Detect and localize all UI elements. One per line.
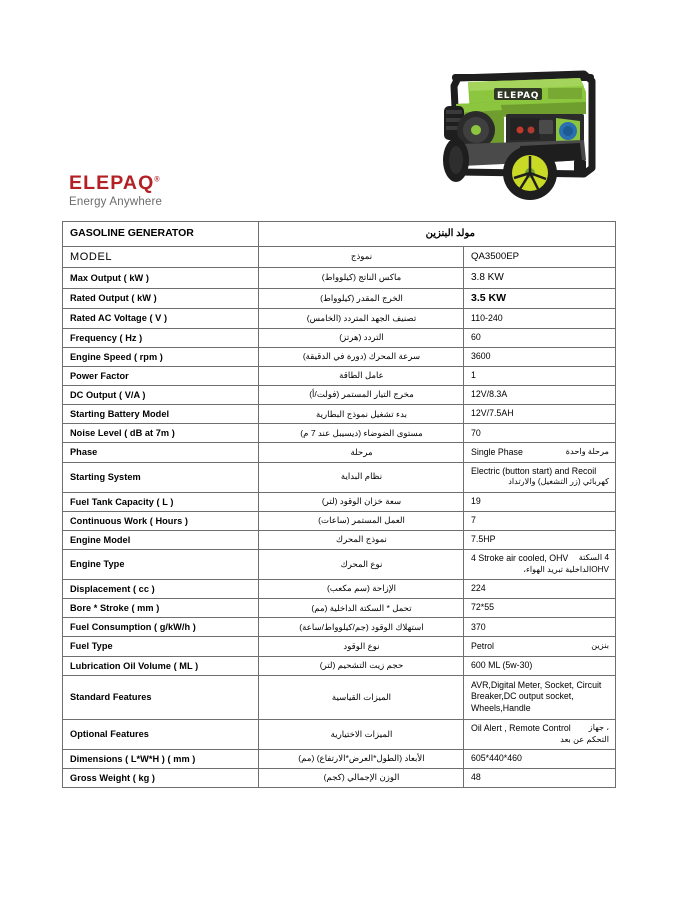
table-row: [63, 599, 616, 618]
spec-label-en: Dimensions ( L*W*H ) ( mm ): [63, 749, 259, 768]
spec-value-en: Electric (button start) and Recoil: [471, 465, 597, 476]
spec-value: 224: [464, 579, 616, 598]
spec-value: [464, 462, 616, 492]
spec-label-ar: الأبعاد (الطول*العرض*الارتفاع) (مم): [259, 749, 464, 768]
spec-label-ar: تصنيف الجهد المتردد (الخامس): [259, 309, 464, 328]
spec-value-en: Single Phase: [471, 446, 523, 457]
table-row: [63, 511, 616, 530]
table-row: [63, 675, 616, 719]
spec-value-en: 4 Stroke air cooled, OHV: [471, 553, 569, 564]
spec-value-ar: 4 السكتة: [578, 553, 609, 563]
spec-label-en: Lubrication Oil Volume ( ML ): [63, 656, 259, 675]
registered-trademark-icon: ®: [154, 176, 160, 184]
spec-value: 12V/8.3A: [464, 385, 616, 404]
table-row: [63, 328, 616, 347]
spec-label-en: Noise Level ( dB at 7m ): [63, 424, 259, 443]
specifications-table: [62, 221, 616, 788]
spec-value: 605*440*460: [464, 749, 616, 768]
spec-label-en: Starting Battery Model: [63, 405, 259, 424]
spec-label-en: Fuel Tank Capacity ( L ): [63, 492, 259, 511]
spec-label-ar: تحمل * السكتة الداخلية (مم): [259, 599, 464, 618]
spec-value: 600 ML (5w-30): [464, 656, 616, 675]
header-title-ar: مولد البنزين: [259, 222, 616, 247]
spec-label-en: Rated Output ( kW ): [63, 288, 259, 309]
brand-name-text: ELEPAQ: [69, 172, 155, 194]
table-row: [63, 366, 616, 385]
spec-value: 3600: [464, 347, 616, 366]
table-row: [63, 385, 616, 404]
spec-label-en: Fuel Type: [63, 637, 259, 656]
table-row: [63, 768, 616, 787]
brand-block: [69, 173, 269, 208]
header-title-en: GASOLINE GENERATOR: [63, 222, 259, 247]
spec-value: 110-240: [464, 309, 616, 328]
spec-label-ar: نظام البداية: [259, 462, 464, 492]
spec-label-ar: الإزاحة (سم مكعب): [259, 579, 464, 598]
table-row: [63, 492, 616, 511]
spec-label-en: Max Output ( kW ): [63, 268, 259, 288]
table-row: [63, 579, 616, 598]
brand-tagline: Energy Anywhere: [69, 196, 163, 209]
spec-label-ar: ماكس الناتج (كيلوواط): [259, 268, 464, 288]
spec-label-ar: نوع المحرك: [259, 549, 464, 579]
table-row: [63, 749, 616, 768]
table-row: [63, 424, 616, 443]
product-image: [434, 48, 620, 211]
spec-value: 60: [464, 328, 616, 347]
spec-label-ar: مرحلة: [259, 443, 464, 462]
spec-value: 19: [464, 492, 616, 511]
brand-logo-text: [69, 173, 269, 193]
spec-label-ar: حجم زيت التشحيم (لتر): [259, 656, 464, 675]
spec-value: [464, 443, 616, 462]
spec-label-ar: بدء تشغيل نموذج البطارية: [259, 405, 464, 424]
table-row: [63, 618, 616, 637]
spec-value-bilingual: [471, 641, 609, 653]
spec-label-ar: سرعة المحرك (دورة في الدقيقة): [259, 347, 464, 366]
spec-label-en: MODEL: [63, 246, 259, 268]
generator-illustration: [434, 48, 620, 211]
spec-label-en: Starting System: [63, 462, 259, 492]
spec-label-en: Engine Speed ( rpm ): [63, 347, 259, 366]
table-row: [63, 405, 616, 424]
table-row: [63, 246, 616, 268]
spec-label-ar: الميزات القياسية: [259, 675, 464, 719]
spec-value-ar: كهربائي (زر التشغيل) والارتداد: [508, 477, 609, 487]
spec-value: 3.5 KW: [464, 288, 616, 309]
spec-value-ar: بنزين: [591, 640, 609, 650]
spec-label-ar: مستوى الضوضاء (ديسيبل عند 7 م): [259, 424, 464, 443]
spec-label-ar: الميزات الاختيارية: [259, 719, 464, 749]
spec-label-en: Standard Features: [63, 675, 259, 719]
table-row: [63, 288, 616, 309]
table-row: [63, 656, 616, 675]
table-row: [63, 549, 616, 579]
spec-label-ar: سعة خزان الوقود (لتر): [259, 492, 464, 511]
table-row: [63, 530, 616, 549]
spec-label-en: Displacement ( cc ): [63, 579, 259, 598]
spec-label-en: Fuel Consumption ( g/kW/h ): [63, 618, 259, 637]
spec-label-ar: التردد (هرتز): [259, 328, 464, 347]
spec-label-en: Engine Type: [63, 549, 259, 579]
spec-label-ar: مخرج التيار المستمر (فولت/أ): [259, 385, 464, 404]
spec-value-bilingual: [471, 553, 609, 565]
spec-table-body: [63, 222, 616, 788]
spec-value: AVR,Digital Meter, Socket, Circuit Breaker,DC output socket, Wheels,Handle: [464, 675, 616, 719]
spec-label-en: Bore * Stroke ( mm ): [63, 599, 259, 618]
table-row: [63, 462, 616, 492]
spec-value-ar: مرحلة واحدة: [565, 446, 609, 456]
spec-value: 48: [464, 768, 616, 787]
svg-text:ELEPAQ: ELEPAQ: [496, 91, 540, 101]
spec-value: QA3500EP: [464, 246, 616, 268]
spec-value: [464, 637, 616, 656]
table-row: [63, 719, 616, 749]
spec-label-en: Power Factor: [63, 366, 259, 385]
spec-label-en: Rated AC Voltage ( V ): [63, 309, 259, 328]
spec-value-ar: ، جهاز: [588, 722, 609, 732]
spec-label-ar: استهلاك الوقود (جم/كيلوواط/ساعة): [259, 618, 464, 637]
spec-value: 72*55: [464, 599, 616, 618]
spec-label-en: Optional Features: [63, 719, 259, 749]
table-row: [63, 309, 616, 328]
spec-value-en: Oil Alert , Remote Control: [471, 722, 571, 733]
spec-label-ar: عامل الطاقة: [259, 366, 464, 385]
spec-value: 3.8 KW: [464, 268, 616, 288]
spec-label-ar: نموذج المحرك: [259, 530, 464, 549]
spec-value: 370: [464, 618, 616, 637]
spec-label-en: Gross Weight ( kg ): [63, 768, 259, 787]
spec-value: 70: [464, 424, 616, 443]
spec-label-ar: نموذج: [259, 246, 464, 268]
spec-label-ar: العمل المستمر (ساعات): [259, 511, 464, 530]
spec-value: 12V/7.5AH: [464, 405, 616, 424]
spec-value-ar-2: OHVالداخلية تبريد الهواء،: [523, 564, 609, 574]
spec-value-en: Petrol: [471, 640, 494, 651]
spec-label-en: DC Output ( V/A ): [63, 385, 259, 404]
spec-label-ar: الوزن الإجمالي (كجم): [259, 768, 464, 787]
spec-label-ar: الخرج المقدر (كيلوواط): [259, 288, 464, 309]
spec-value-bilingual: [471, 447, 609, 459]
spec-value: 7: [464, 511, 616, 530]
spec-value-ar-2: التحكم عن بعد: [560, 734, 609, 744]
spec-label-en: Frequency ( Hz ): [63, 328, 259, 347]
spec-label-en: Engine Model: [63, 530, 259, 549]
spec-label-en: Continuous Work ( Hours ): [63, 511, 259, 530]
spec-value: [464, 549, 616, 579]
spec-value: 7.5HP: [464, 530, 616, 549]
spec-value: [464, 719, 616, 749]
spec-value: 1: [464, 366, 616, 385]
table-row: [63, 347, 616, 366]
spec-label-en: Phase: [63, 443, 259, 462]
spec-value-bilingual: [471, 723, 609, 735]
spec-label-ar: نوع الوقود: [259, 637, 464, 656]
table-row: [63, 268, 616, 288]
table-row: [63, 637, 616, 656]
table-header-row: [63, 222, 616, 247]
table-row: [63, 443, 616, 462]
